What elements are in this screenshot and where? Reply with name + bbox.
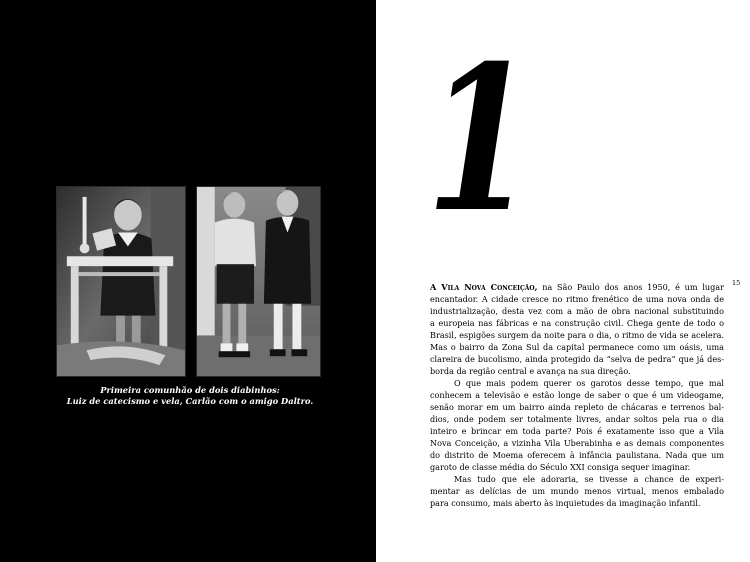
photo-two-boys: [196, 186, 321, 377]
text-line: Mas tudo que ele adoraria, se tivesse a chance de experi-: [454, 474, 724, 484]
text-line: garoto de classe média do Século XXI consiga sequer imaginar.: [430, 462, 691, 472]
text-line: Nova Conceição, a vizinha Vila Uberabinha e as demais componentes: [430, 438, 724, 448]
text-line: mentar as delícias de um mundo menos virtual, menos embalado: [430, 486, 724, 496]
paragraph-1: [430, 281, 724, 377]
text-line: clareira de bucolismo, ainda protegido da “selva de pedra” que já des-: [430, 354, 724, 364]
page-number: 15: [732, 279, 741, 287]
caption-line-2: Luiz de catecismo e vela, Carlão com o amigo Daltro.: [66, 396, 314, 406]
paragraph-2: [430, 377, 724, 473]
text-line: encantador. A cidade cresce no ritmo frenético de uma nova onda de: [430, 294, 724, 304]
text-line: senão morar em um bairro ainda repleto de chácaras e terrenos bal-: [430, 402, 724, 412]
chapter-number: 1: [426, 22, 535, 257]
text-line: A Vila Nova Conceição, na São Paulo dos anos 1950, é um lugar: [430, 282, 724, 292]
photo-boy-with-candle-illustration: [57, 187, 185, 376]
paragraph-3: [430, 473, 724, 509]
photo-caption: [40, 385, 340, 407]
right-page: [376, 0, 750, 562]
text-line: para consumo, mais aberto às inquietudes da imaginação infantil.: [430, 498, 701, 508]
text-line: O que mais podem querer os garotos desse tempo, que mal: [454, 378, 724, 388]
photo-boy-with-candle: [56, 186, 186, 377]
chapter-body-text: [430, 281, 724, 509]
text-line: inteiro e brincar em toda parte? Pois é exatamente isso que a Vila: [430, 426, 724, 436]
text-line: Brasil, espigões surgem da noite para o dia, o ritmo de vida se acelera.: [430, 330, 724, 340]
text-line: do distrito de Moema oferecem à infância paulistana. Nada que um: [430, 450, 724, 460]
text-line: industrialização, desta vez com a mão de obra nacional substituindo: [430, 306, 724, 316]
caption-line-1: Primeira comunhão de dois diabinhos:: [100, 385, 280, 395]
text-line: Mas o bairro da Zona Sul da capital permanece como um oásis, uma: [430, 342, 724, 352]
lead-in: A Vila Nova Conceição,: [430, 282, 538, 292]
text-line: borda da região central e avança na sua direção.: [430, 366, 631, 376]
photo-two-boys-illustration: [197, 187, 320, 376]
text-line: a europeia nas fábricas e na construção civil. Chega gente de todo o: [430, 318, 724, 328]
text-line: dios, onde podem ser totalmente livres, andar soltos pela rua o dia: [430, 414, 724, 424]
text-line: conhecem a televisão e estão longe de saber o que é um videogame,: [430, 390, 724, 400]
